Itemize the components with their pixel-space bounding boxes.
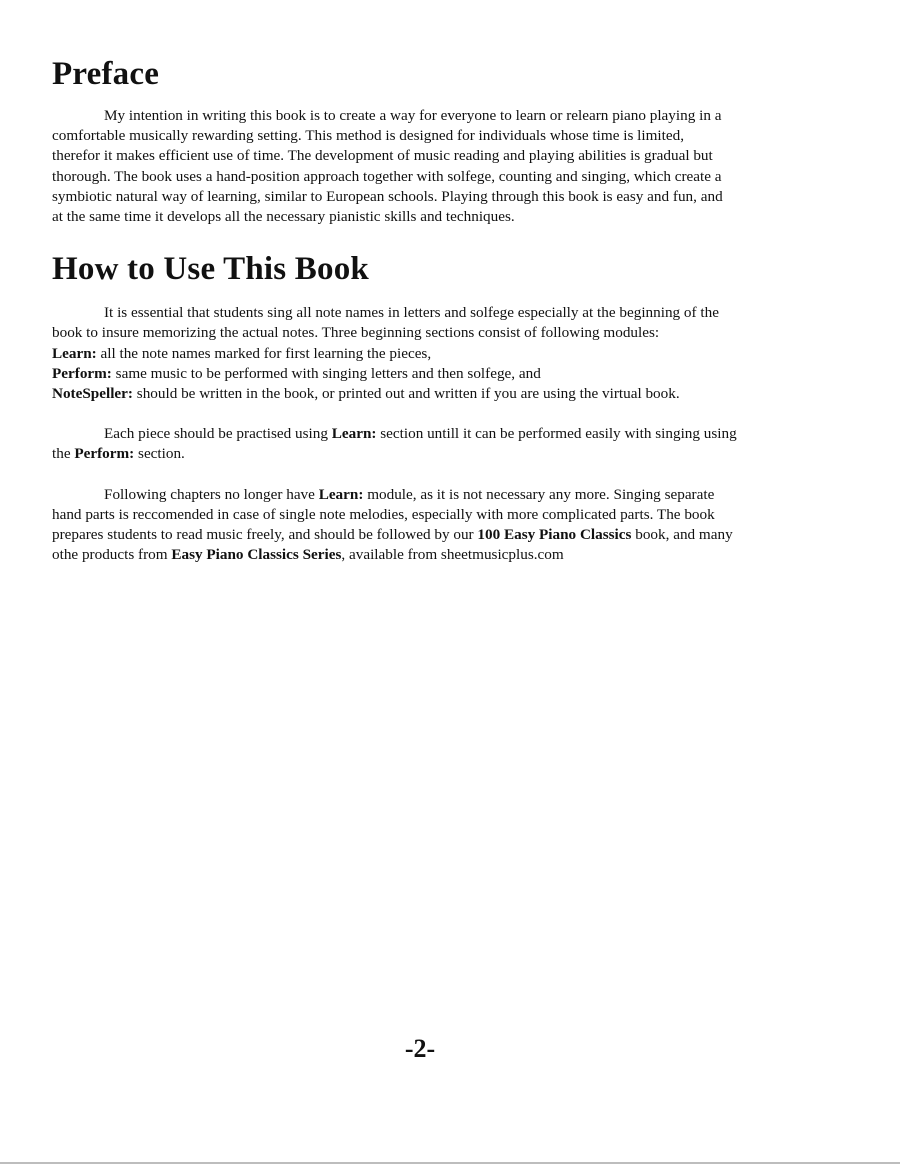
text-run: Each piece should be practised using (104, 425, 332, 443)
text-run: section. (134, 445, 185, 463)
text-run: book, and many (631, 526, 733, 544)
preface-paragraph (52, 106, 847, 227)
series-title-easy-piano-classics: Easy Piano Classics Series (171, 546, 342, 564)
paragraph-line (52, 485, 847, 505)
paragraph-line: book to insure memorizing the actual notes. Three beginning sections consist of following modules: (52, 324, 660, 342)
preface-heading: Preface (52, 56, 160, 92)
learn-description: all the note names marked for first learning the pieces, (96, 344, 432, 362)
module-notespeller-line (52, 384, 847, 404)
notespeller-description: should be written in the book, or printed out and written if you are using the virtual book. (132, 385, 680, 403)
notespeller-label: NoteSpeller: (52, 385, 133, 403)
paragraph-line (52, 525, 847, 545)
module-learn-line (52, 344, 847, 364)
page-number: -2- (404, 1034, 436, 1063)
text-run: section untill it can be performed easily with singing using (376, 425, 737, 443)
how-to-use-paragraph-1 (52, 303, 847, 404)
text-run: module, as it is not necessary any more. Singing separate (363, 485, 715, 503)
preface-line: symbiotic natural way of learning, similar to European schools. Playing through this book is easy and fun, and (52, 187, 723, 205)
paragraph-line (52, 424, 847, 444)
perform-description: same music to be performed with singing letters and then solfege, and (111, 364, 541, 382)
paragraph-line: hand parts is reccomended in case of single note melodies, especially with more complicated parts. The book (52, 505, 715, 523)
text-run: prepares students to read music freely, and should be followed by our (52, 526, 478, 544)
preface-line: thorough. The book uses a hand-position approach together with solfege, counting and singing, which create a (52, 167, 722, 185)
preface-line: at the same time it develops all the necessary pianistic skills and techniques. (52, 208, 515, 226)
preface-line: My intention in writing this book is to create a way for everyone to learn or relearn piano playing in a (104, 107, 722, 124)
how-to-use-heading: How to Use This Book (52, 251, 369, 288)
learn-label: Learn: (318, 485, 364, 503)
perform-label: Perform: (74, 445, 135, 463)
book-title-100-easy-piano-classics: 100 Easy Piano Classics (477, 526, 632, 544)
module-perform-line (52, 364, 847, 384)
learn-label: Learn: (331, 425, 377, 443)
text-run: othe products from (52, 546, 172, 564)
paragraph-line: It is essential that students sing all note names in letters and solfege especially at the beginning of the (104, 304, 719, 322)
how-to-use-paragraph-3 (52, 485, 847, 566)
text-run: Following chapters no longer have (104, 485, 319, 503)
paragraph-line (52, 545, 847, 565)
text-run: , available from sheetmusicplus.com (341, 546, 564, 564)
learn-label: Learn: (52, 344, 97, 362)
page-content (52, 54, 847, 565)
preface-line: comfortable musically rewarding setting. This method is designed for individuals whose time is limited, (52, 127, 685, 145)
how-to-use-paragraph-2 (52, 424, 847, 464)
perform-label: Perform: (52, 364, 112, 382)
preface-line: therefor it makes efficient use of time. The development of music reading and playing abilities is gradual but (52, 147, 713, 165)
paragraph-line (52, 444, 847, 464)
text-run: the (52, 445, 75, 463)
